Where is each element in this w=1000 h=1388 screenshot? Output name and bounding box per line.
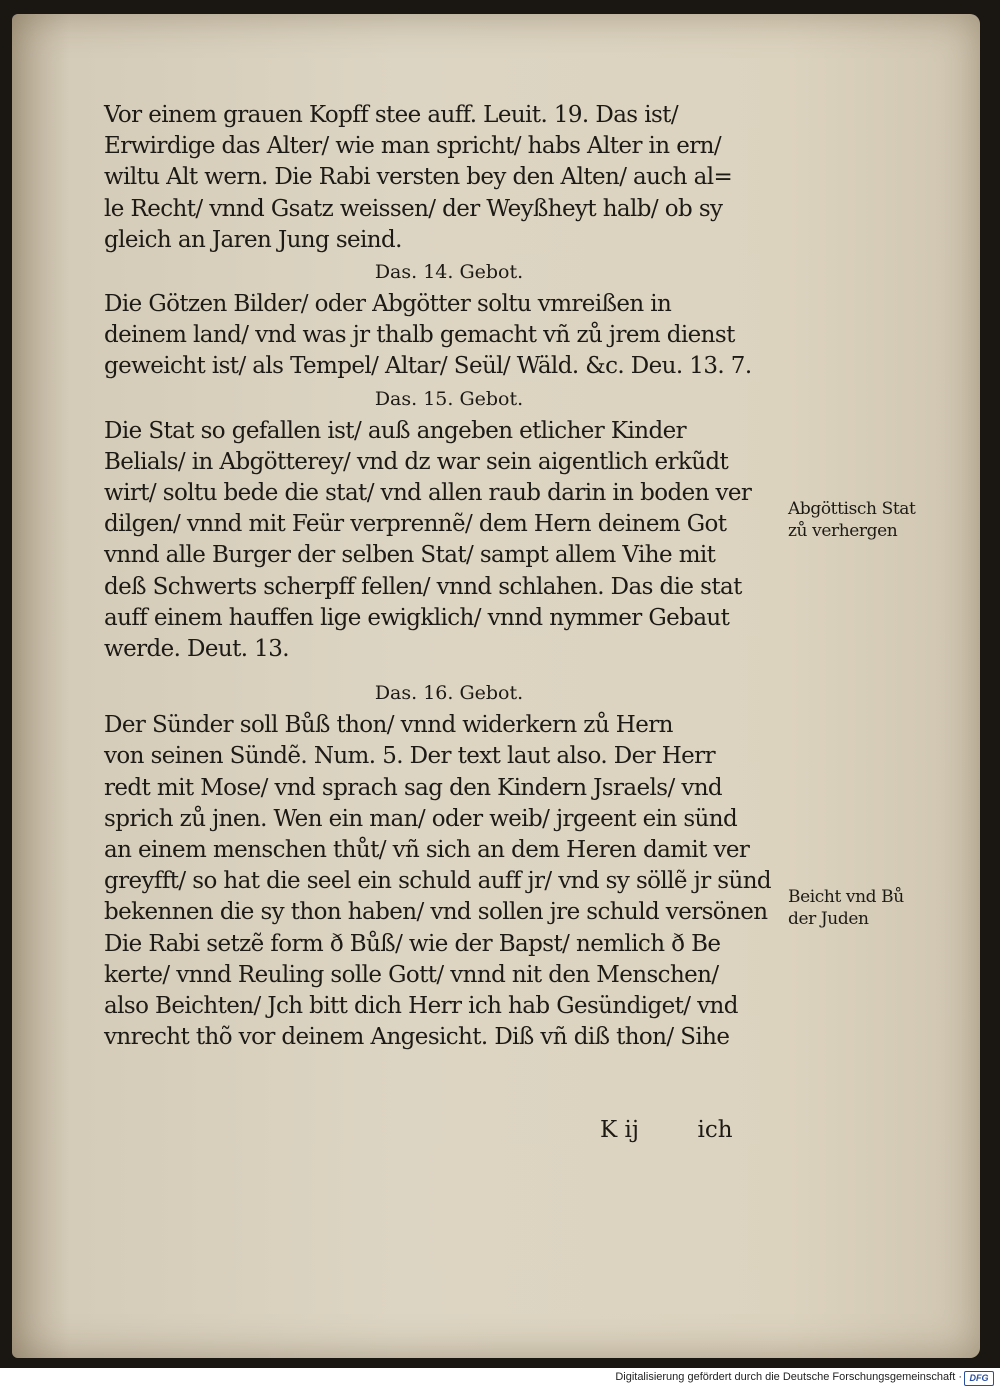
text-line: dilgen/ vnnd mit Feür verprennẽ/ dem Hern deinem Got [104,511,727,538]
section-heading-14: Das. 14. Gebot. [374,261,524,284]
text-line: vnnd alle Burger der selben Stat/ sampt allem Vihe mit [104,542,716,569]
text-line: sprich zů jnen. Wen ein man/ oder weib/ jrgeent ein sünd [104,805,738,832]
main-text-block [104,100,794,1053]
signature-mark: K ij [600,1117,639,1143]
text-line: bekennen die sy thon haben/ vnd sollen jre schuld versönen [104,899,768,926]
text-line: also Beichten/ Jch bitt dich Herr ich hab Gesündiget/ vnd [104,993,738,1020]
text-line: gleich an Jaren Jung seind. [104,226,402,253]
text-line: Die Götzen Bilder/ oder Abgötter soltu vmreißen in [104,291,672,318]
margin-note-line: Beicht vnd Bů [788,887,904,907]
catchword: ich [697,1117,733,1143]
margin-note-2 [788,886,963,930]
section-heading-16: Das. 16. Gebot. [374,682,524,705]
text-line: greyfft/ so hat die seel ein schuld auff jr/ vnd sy söllẽ jr sünd [104,868,772,895]
text-line: Belials/ in Abgötterey/ vnd dz war sein aigentlich erkũdt [104,448,729,475]
text-line: deß Schwerts scherpff fellen/ vnnd schlahen. Das die stat [104,573,742,600]
text-line: Vor einem grauen Kopff stee auff. Leuit. 19. Das ist/ [104,102,678,128]
text-line: wiltu Alt wern. Die Rabi versten bey den Alten/ auch al= [104,164,733,191]
footer-bar [0,1368,1000,1388]
margin-note-line: zů verhergen [788,521,898,541]
text-line: redt mit Mose/ vnd sprach sag den Kindern Jsraels/ vnd [104,774,723,801]
text-line: Die Stat so gefallen ist/ auß angeben etlicher Kinder [104,417,686,444]
text-line: von seinen Sündẽ. Num. 5. Der text laut also. Der Herr [104,743,715,770]
catchword-line [600,1117,780,1143]
text-line: auff einem hauffen lige ewigklich/ vnnd nymmer Gebaut [104,604,730,631]
funding-credit: Digitalisierung gefördert durch die Deutsche Forschungsgemeinschaft · [615,1371,962,1383]
text-line: vnrecht thõ vor deinem Angesicht. Diß vñ diß thon/ Sihe [104,1024,730,1051]
text-line: an einem menschen thůt/ vñ sich an dem Heren damit ver [104,837,750,864]
text-line: werde. Deut. 13. [104,636,289,663]
text-line: geweicht ist/ als Tempel/ Altar/ Seül/ Wäld. &c. Deu. 13. 7. [104,353,752,380]
margin-note-1 [788,498,963,542]
margin-note-line: der Juden [788,909,869,929]
text-line: deinem land/ vnd was jr thalb gemacht vñ zů jrem dienst [104,322,735,349]
text-line: le Recht/ vnnd Gsatz weissen/ der Weyßheyt halb/ ob sy [104,195,723,222]
text-line: kerte/ vnnd Reuling solle Gott/ vnnd nit den Menschen/ [104,961,719,988]
dfg-logo-icon: DFG [964,1371,994,1386]
text-line: Erwirdige das Alter/ wie man spricht/ habs Alter in ern/ [104,133,721,160]
margin-note-line: Abgöttisch Stat [788,499,916,519]
text-line: Der Sünder soll Bůß thon/ vnnd widerkern zů Hern [104,712,673,739]
text-line: wirt/ soltu bede die stat/ vnd allen raub darin in boden ver [104,480,752,507]
section-heading-15: Das. 15. Gebot. [374,387,524,410]
text-line: Die Rabi setzẽ form ð Bůß/ wie der Bapst/ nemlich ð Be [104,930,721,957]
section-gap [104,665,794,677]
